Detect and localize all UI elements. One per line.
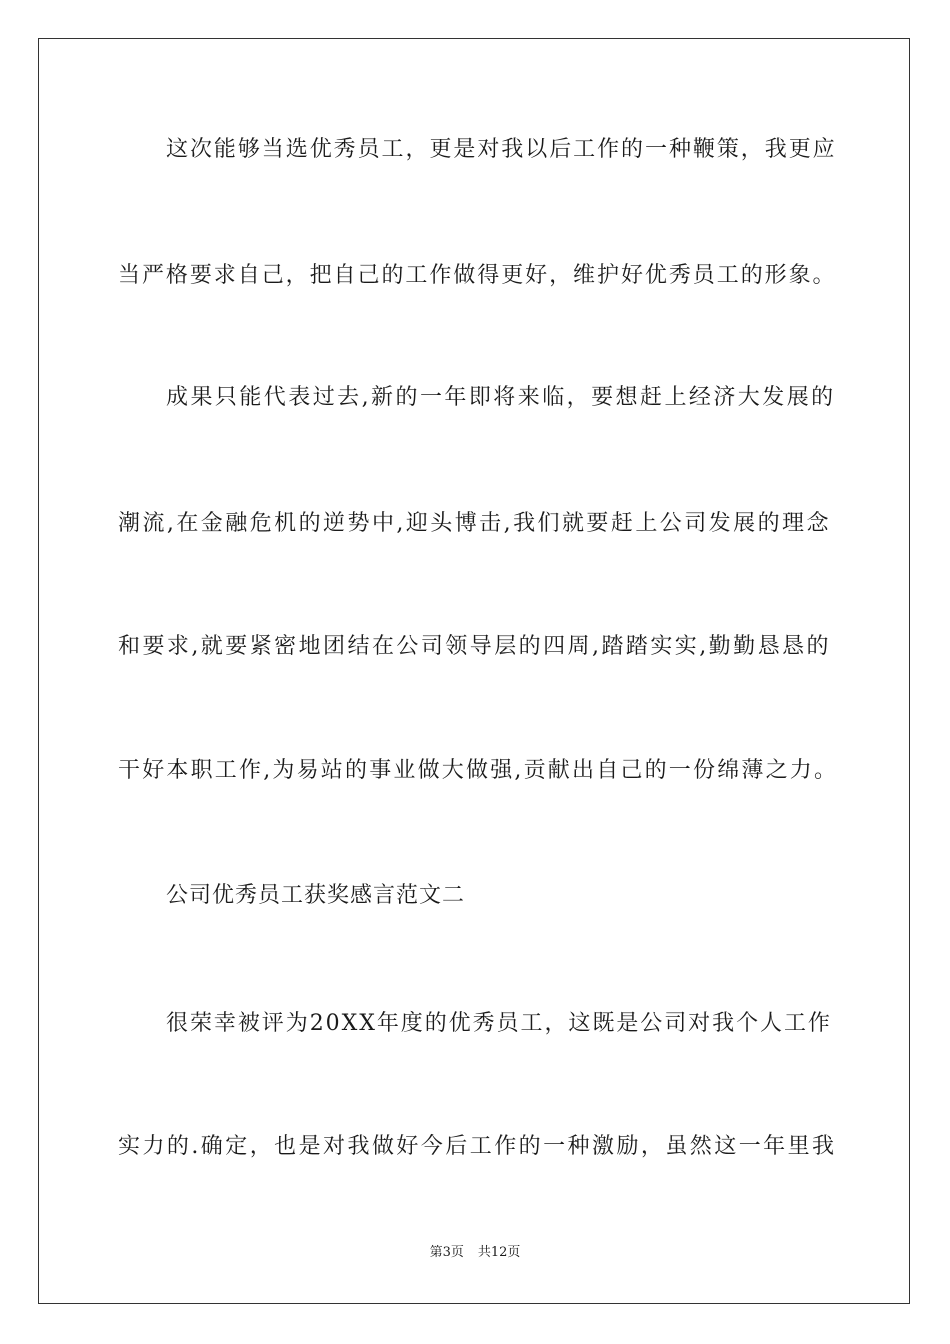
paragraph-line-5: 和要求,就要紧密地团结在公司领导层的四周,踏踏实实,勤勤恳恳的	[118, 634, 831, 659]
section-heading: 公司优秀员工获奖感言范文二	[166, 883, 466, 908]
paragraph-line-7: 很荣幸被评为20XX年度的优秀员工，这既是公司对我个人工作	[166, 1011, 832, 1036]
page-footer	[0, 1244, 950, 1262]
paragraph-line-6: 干好本职工作,为易站的事业做大做强,贡献出自己的一份绵薄之力。	[118, 758, 839, 783]
paragraph-line-4: 潮流,在金融危机的逆势中,迎头博击,我们就要赶上公司发展的理念	[118, 511, 831, 536]
paragraph-line-3: 成果只能代表过去,新的一年即将来临，要想赶上经济大发展的	[166, 385, 836, 410]
paragraph-line-8: 实力的.确定，也是对我做好今后工作的一种激励，虽然这一年里我	[118, 1134, 837, 1159]
paragraph-line-2: 当严格要求自己，把自己的工作做得更好，维护好优秀员工的形象。	[118, 263, 837, 288]
page-number: 第3页	[429, 1245, 464, 1260]
paragraph-line-1: 这次能够当选优秀员工，更是对我以后工作的一种鞭策，我更应	[166, 137, 837, 162]
page-total: 共12页	[477, 1245, 521, 1260]
page-border	[38, 38, 910, 1304]
